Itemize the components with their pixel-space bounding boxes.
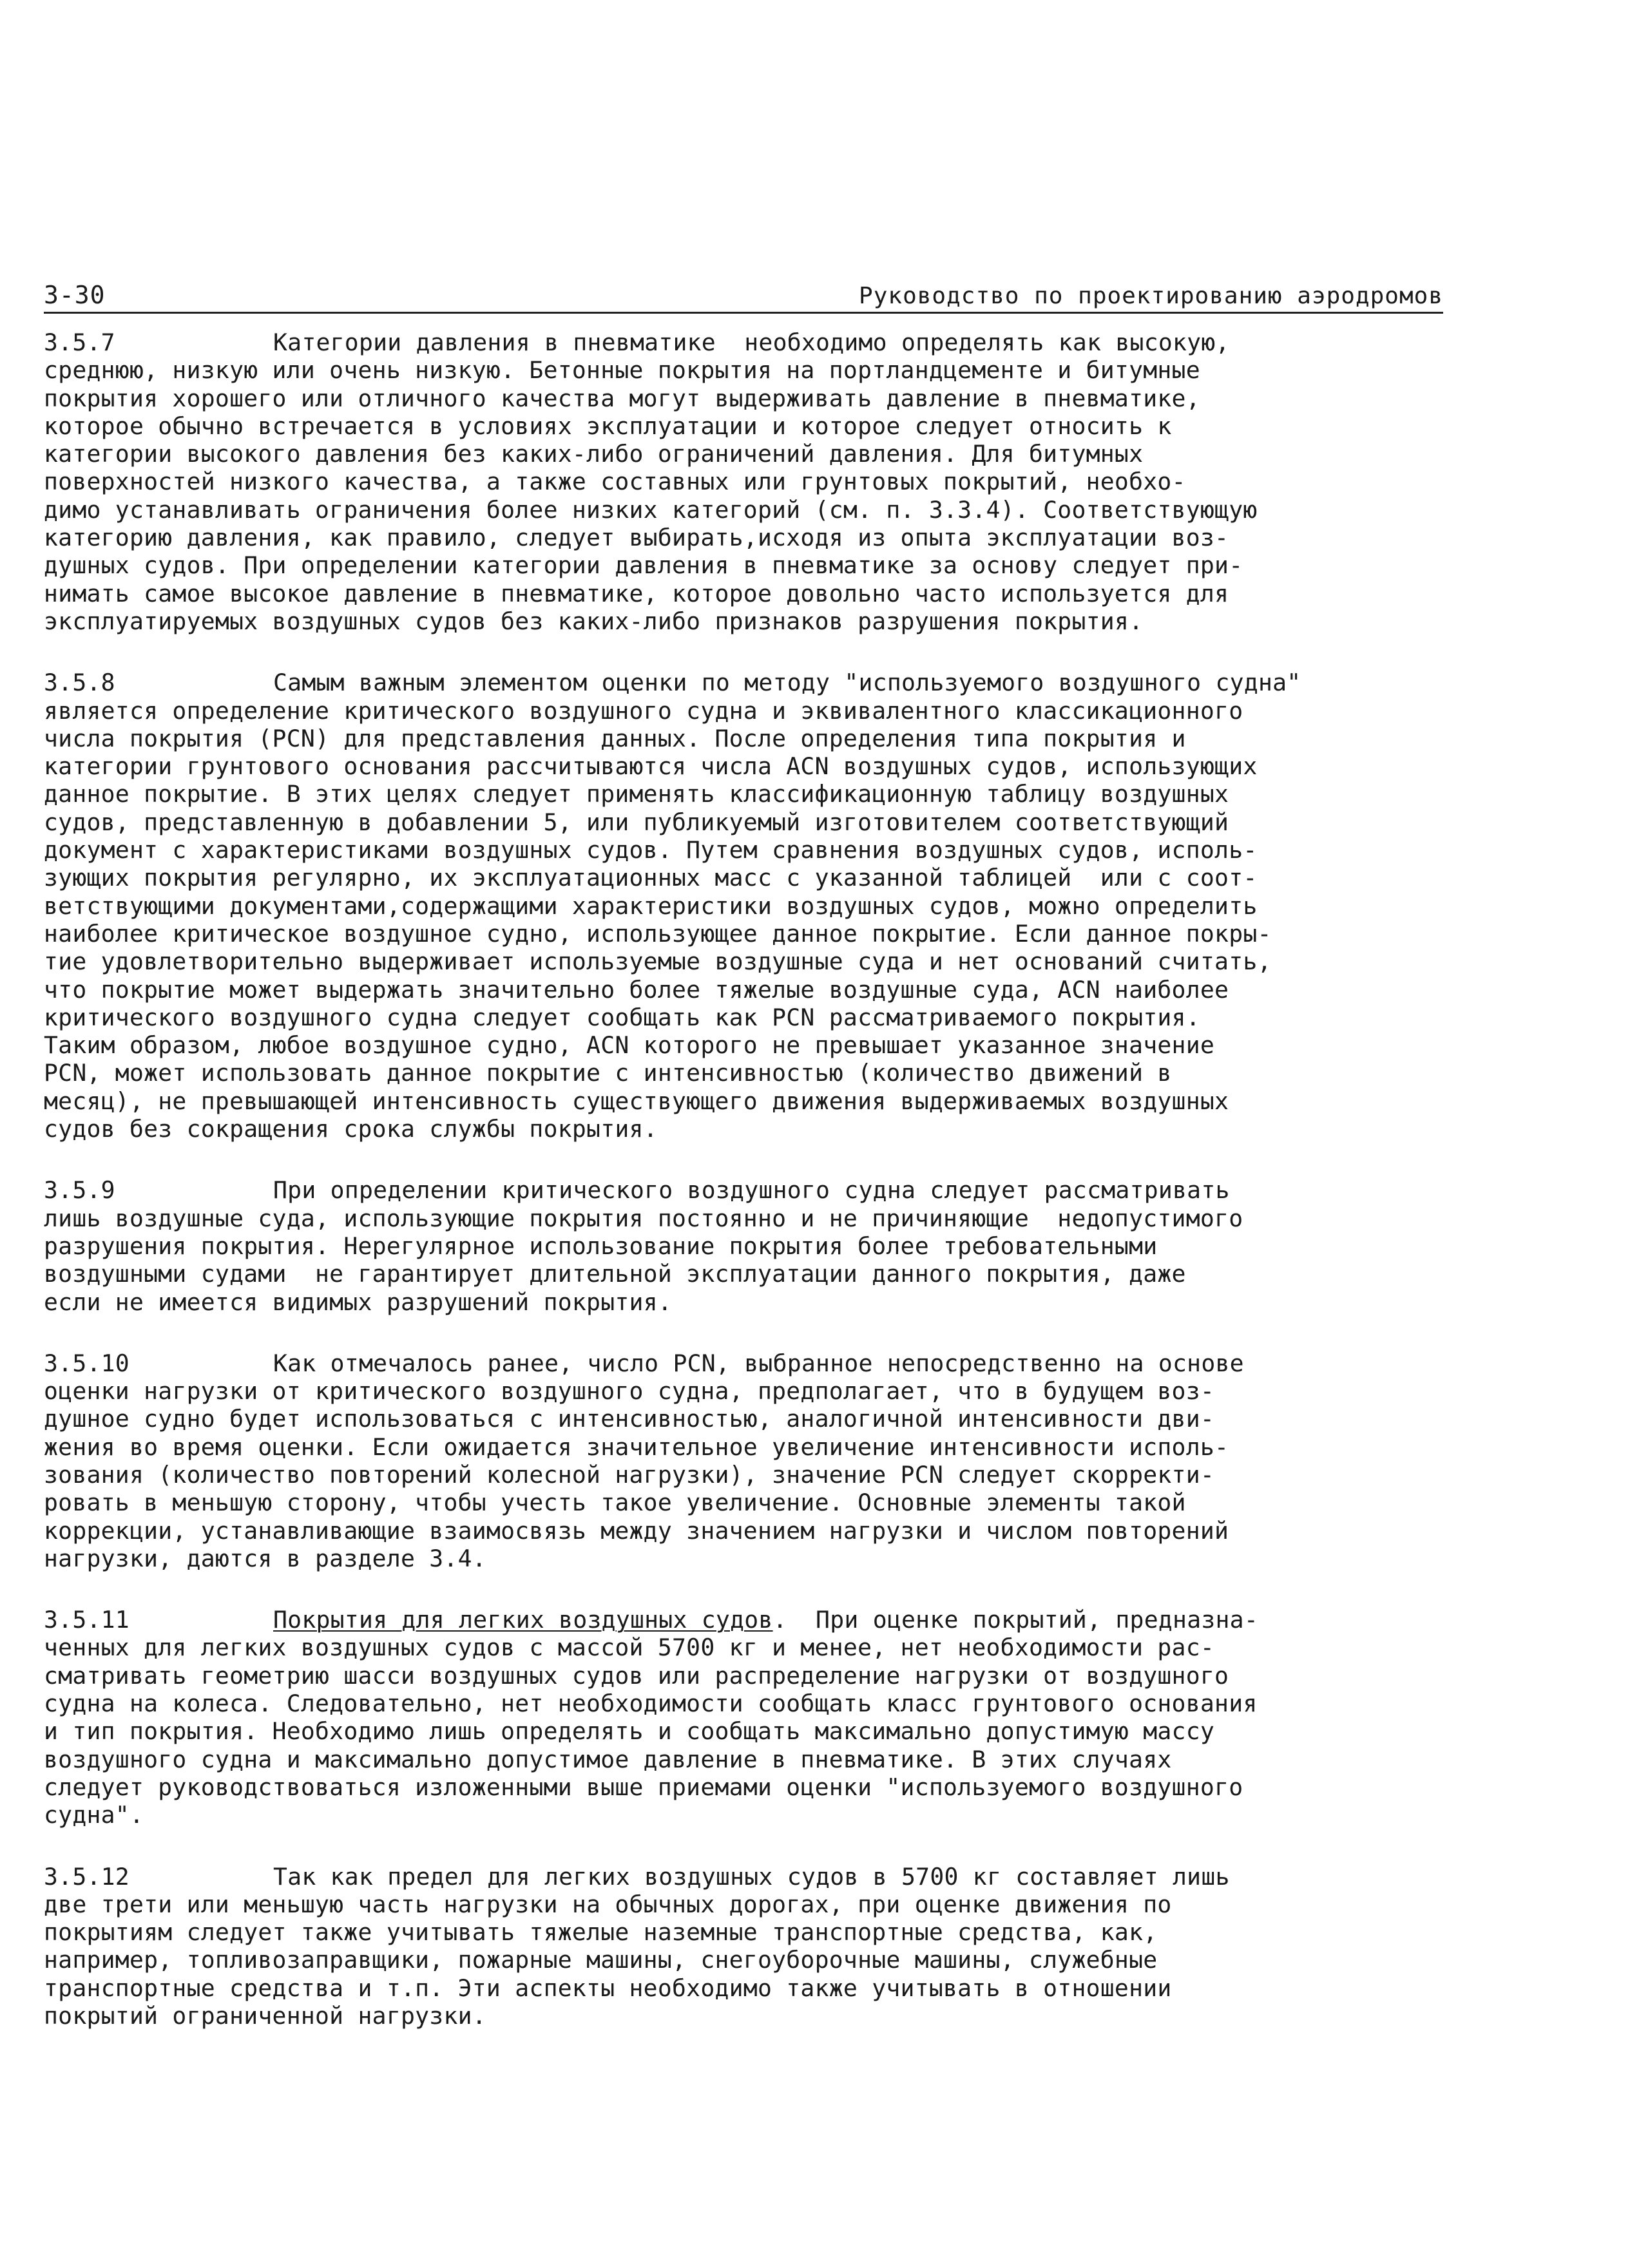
text-line bbox=[44, 1461, 1461, 1489]
text-line bbox=[44, 948, 1461, 975]
line-text: судов, представленную в добавлении 5, или публикуемый изготовителем соответствующий bbox=[44, 808, 1229, 836]
line-text: следует руководствоваться изложенными выше приемами оценки "используемого воздушного bbox=[44, 1773, 1243, 1801]
line-text: категории грунтового основания рассчитываются числа ACN воздушных судов, использующих bbox=[44, 752, 1258, 781]
line-text: Самым важным элементом оценки по методу "используемого воздушного судна" bbox=[273, 669, 1301, 697]
line-text: зования (количество повторений колесной нагрузки), значение PCN следует скорректи- bbox=[44, 1460, 1215, 1489]
text-line bbox=[44, 1773, 1461, 1801]
line-text: документ с характеристиками воздушных судов. Путем сравнения воздушных судов, исполь- bbox=[44, 836, 1258, 864]
text-line bbox=[44, 440, 1461, 468]
line-text: что покрытие может выдержать значительно более тяжелые воздушные суда, ACN наиболее bbox=[44, 975, 1229, 1004]
line-text: зующих покрытия регулярно, их эксплуатационных масс с указанной таблицей или с соот- bbox=[44, 864, 1258, 892]
line-text: критического воздушного судна следует сообщать как PCN рассматриваемого покрытия. bbox=[44, 1003, 1200, 1031]
line-text: например, топливозаправщики, пожарные машины, снегоуборочные машины, служебные bbox=[44, 1946, 1158, 1974]
line-text: разрушения покрытия. Нерегулярное использование покрытия более требовательными bbox=[44, 1232, 1158, 1260]
text-line bbox=[44, 1059, 1461, 1087]
line-text: ветствующими документами,содержащими характеристики воздушных судов, можно определить bbox=[44, 891, 1258, 920]
text-line bbox=[44, 864, 1461, 891]
line-text: числа покрытия (PCN) для представления данных. После определения типа покрытия и bbox=[44, 724, 1186, 752]
text-line bbox=[44, 607, 1461, 635]
line-text: жения во время оценки. Если ожидается значительное увеличение интенсивности исполь- bbox=[44, 1433, 1229, 1461]
document-body bbox=[44, 329, 1461, 2063]
text-line bbox=[44, 551, 1461, 579]
line-text: категорию давления, как правило, следует выбирать,исходя из опыта эксплуатации воз- bbox=[44, 524, 1229, 552]
text-line bbox=[44, 1260, 1461, 1288]
document-title: Руководство по проектированию аэродромов bbox=[859, 283, 1443, 309]
line-text: Таким образом, любое воздушное судно, ACN которого не превышает указанное значение bbox=[44, 1031, 1215, 1060]
line-text: душных судов. При определении категории давления в пневматике за основу следует при- bbox=[44, 551, 1243, 580]
text-line bbox=[44, 1746, 1461, 1773]
text-line bbox=[44, 1288, 1461, 1316]
line-text: воздушного судна и максимально допустимое давление в пневматике. В этих случаях bbox=[44, 1745, 1172, 1773]
text-line bbox=[44, 1115, 1461, 1143]
paragraph-number: 3.5.7 bbox=[44, 329, 115, 356]
text-line bbox=[44, 697, 1461, 725]
text-line bbox=[44, 329, 1461, 356]
text-line bbox=[44, 1349, 1461, 1377]
line-text: воздушными судами не гарантирует длительной эксплуатации данного покрытия, даже bbox=[44, 1260, 1186, 1288]
paragraph bbox=[44, 1863, 1461, 2030]
text-line bbox=[44, 808, 1461, 836]
line-text: которое обычно встречается в условиях эксплуатации и которое следует относить к bbox=[44, 412, 1172, 440]
line-text: если не имеется видимых разрушений покрытия. bbox=[44, 1288, 672, 1316]
text-line bbox=[44, 1662, 1461, 1690]
text-line bbox=[44, 1004, 1461, 1031]
text-line bbox=[44, 780, 1461, 808]
line-text: нагрузки, даются в разделе 3.4. bbox=[44, 1544, 486, 1572]
text-line bbox=[44, 1690, 1461, 1717]
text-line bbox=[44, 1205, 1461, 1232]
line-text: среднюю, низкую или очень низкую. Бетонные покрытия на портландцементе и битумные bbox=[44, 356, 1200, 385]
text-line bbox=[44, 1863, 1461, 1891]
text-line bbox=[44, 836, 1461, 864]
page-header bbox=[44, 278, 1443, 314]
line-text: ровать в меньшую сторону, чтобы учесть такое увеличение. Основные элементы такой bbox=[44, 1489, 1186, 1517]
line-text: Категории давления в пневматике необходимо определять как высокую, bbox=[273, 329, 1230, 356]
text-line bbox=[44, 1489, 1461, 1516]
text-line bbox=[44, 669, 1461, 696]
line-text: оценки нагрузки от критического воздушного судна, предполагает, что в будущем воз- bbox=[44, 1377, 1215, 1406]
text-line bbox=[44, 412, 1461, 440]
text-line bbox=[44, 1031, 1461, 1059]
line-text: поверхностей низкого качества, а также составных или грунтовых покрытий, необхо- bbox=[44, 468, 1186, 496]
text-line bbox=[44, 356, 1461, 384]
line-text: транспортные средства и т.п. Эти аспекты необходимо также учитывать в отношении bbox=[44, 1974, 1172, 2002]
line-text: . При оценке покрытий, предназна- bbox=[772, 1606, 1258, 1634]
text-line bbox=[44, 1087, 1461, 1115]
line-text: месяц), не превышающей интенсивность существующего движения выдерживаемых воздушных bbox=[44, 1087, 1229, 1115]
paragraph bbox=[44, 1349, 1461, 1572]
paragraph bbox=[44, 1606, 1461, 1829]
text-line bbox=[44, 580, 1461, 607]
line-text: PCN, может использовать данное покрытие с интенсивностью (количество движений в bbox=[44, 1059, 1172, 1087]
text-line bbox=[44, 752, 1461, 780]
text-line bbox=[44, 1433, 1461, 1461]
text-line bbox=[44, 468, 1461, 495]
text-line bbox=[44, 1232, 1461, 1260]
line-text: покрытий ограниченной нагрузки. bbox=[44, 2002, 486, 2030]
text-line bbox=[44, 1517, 1461, 1545]
line-text: Так как предел для легких воздушных судов в 5700 кг составляет лишь bbox=[273, 1862, 1230, 1891]
line-text: покрытиям следует также учитывать тяжелые наземные транспортные средства, как, bbox=[44, 1918, 1158, 1947]
text-line bbox=[44, 1606, 1461, 1634]
paragraph bbox=[44, 329, 1461, 635]
text-line bbox=[44, 1405, 1461, 1433]
paragraph-number: 3.5.9 bbox=[44, 1176, 115, 1205]
line-text: нимать самое высокое давление в пневматике, которое довольно часто используется для bbox=[44, 579, 1229, 607]
text-line bbox=[44, 920, 1461, 948]
text-line bbox=[44, 1801, 1461, 1829]
paragraph-number: 3.5.8 bbox=[44, 669, 115, 697]
text-line bbox=[44, 1946, 1461, 1974]
line-text: наиболее критическое воздушное судно, использующее данное покрытие. Если данное покры- bbox=[44, 919, 1272, 948]
line-text: сматривать геометрию шасси воздушных судов или распределение нагрузки от воздушного bbox=[44, 1661, 1229, 1690]
line-text: судна на колеса. Следовательно, нет необходимости сообщать класс грунтового основания bbox=[44, 1690, 1258, 1718]
line-text: и тип покрытия. Необходимо лишь определять и сообщать максимально допустимую массу bbox=[44, 1717, 1215, 1746]
text-line bbox=[44, 1545, 1461, 1572]
line-text: две трети или меньшую часть нагрузки на обычных дорогах, при оценке движения по bbox=[44, 1890, 1172, 1918]
line-text: судна". bbox=[44, 1801, 144, 1829]
text-line bbox=[44, 1717, 1461, 1745]
line-text: эксплуатируемых воздушных судов без каких-либо признаков разрушения покрытия. bbox=[44, 607, 1144, 635]
line-text: лишь воздушные суда, использующие покрытия постоянно и не причиняющие недопустимого bbox=[44, 1204, 1243, 1232]
line-text: категории высокого давления без каких-либо ограничений давления. Для битумных bbox=[44, 440, 1144, 468]
line-text: димо устанавливать ограничения более низких категорий (см. п. 3.3.4). Соответствующую bbox=[44, 495, 1258, 524]
line-text: покрытия хорошего или отличного качества могут выдерживать давление в пневматике, bbox=[44, 384, 1200, 412]
line-text: душное судно будет использоваться с интенсивностью, аналогичной интенсивности дви- bbox=[44, 1405, 1215, 1433]
text-line bbox=[44, 1891, 1461, 1918]
paragraph-number: 3.5.12 bbox=[44, 1862, 129, 1891]
text-line bbox=[44, 1974, 1461, 2002]
text-line bbox=[44, 1377, 1461, 1405]
line-text: данное покрытие. В этих целях следует применять классификационную таблицу воздушных bbox=[44, 780, 1229, 808]
text-line bbox=[44, 524, 1461, 551]
page-number: 3-30 bbox=[44, 281, 106, 309]
paragraph-number: 3.5.11 bbox=[44, 1606, 129, 1634]
paragraph-number: 3.5.10 bbox=[44, 1349, 129, 1377]
text-line bbox=[44, 892, 1461, 920]
text-line bbox=[44, 2002, 1461, 2030]
paragraph bbox=[44, 669, 1461, 1143]
text-line bbox=[44, 725, 1461, 752]
paragraph-heading: Покрытия для легких воздушных судов bbox=[273, 1606, 773, 1634]
line-text: является определение критического воздушного судна и эквивалентного классикационного bbox=[44, 696, 1243, 725]
paragraph bbox=[44, 1176, 1461, 1315]
line-text: коррекции, устанавливающие взаимосвязь между значением нагрузки и числом повторений bbox=[44, 1516, 1229, 1545]
text-line bbox=[44, 385, 1461, 412]
text-line bbox=[44, 976, 1461, 1004]
line-text: тие удовлетворительно выдерживает используемые воздушные суда и нет оснований считать, bbox=[44, 948, 1272, 976]
text-line bbox=[44, 1918, 1461, 1946]
line-text: судов без сокращения срока службы покрытия. bbox=[44, 1115, 658, 1143]
line-text: При определении критического воздушного судна следует рассматривать bbox=[273, 1176, 1230, 1205]
text-line bbox=[44, 1634, 1461, 1661]
line-text: Как отмечалось ранее, число PCN, выбранное непосредственно на основе bbox=[273, 1349, 1244, 1377]
text-line bbox=[44, 496, 1461, 524]
text-line bbox=[44, 1176, 1461, 1204]
line-text: ченных для легких воздушных судов с массой 5700 кг и менее, нет необходимости рас- bbox=[44, 1634, 1215, 1662]
